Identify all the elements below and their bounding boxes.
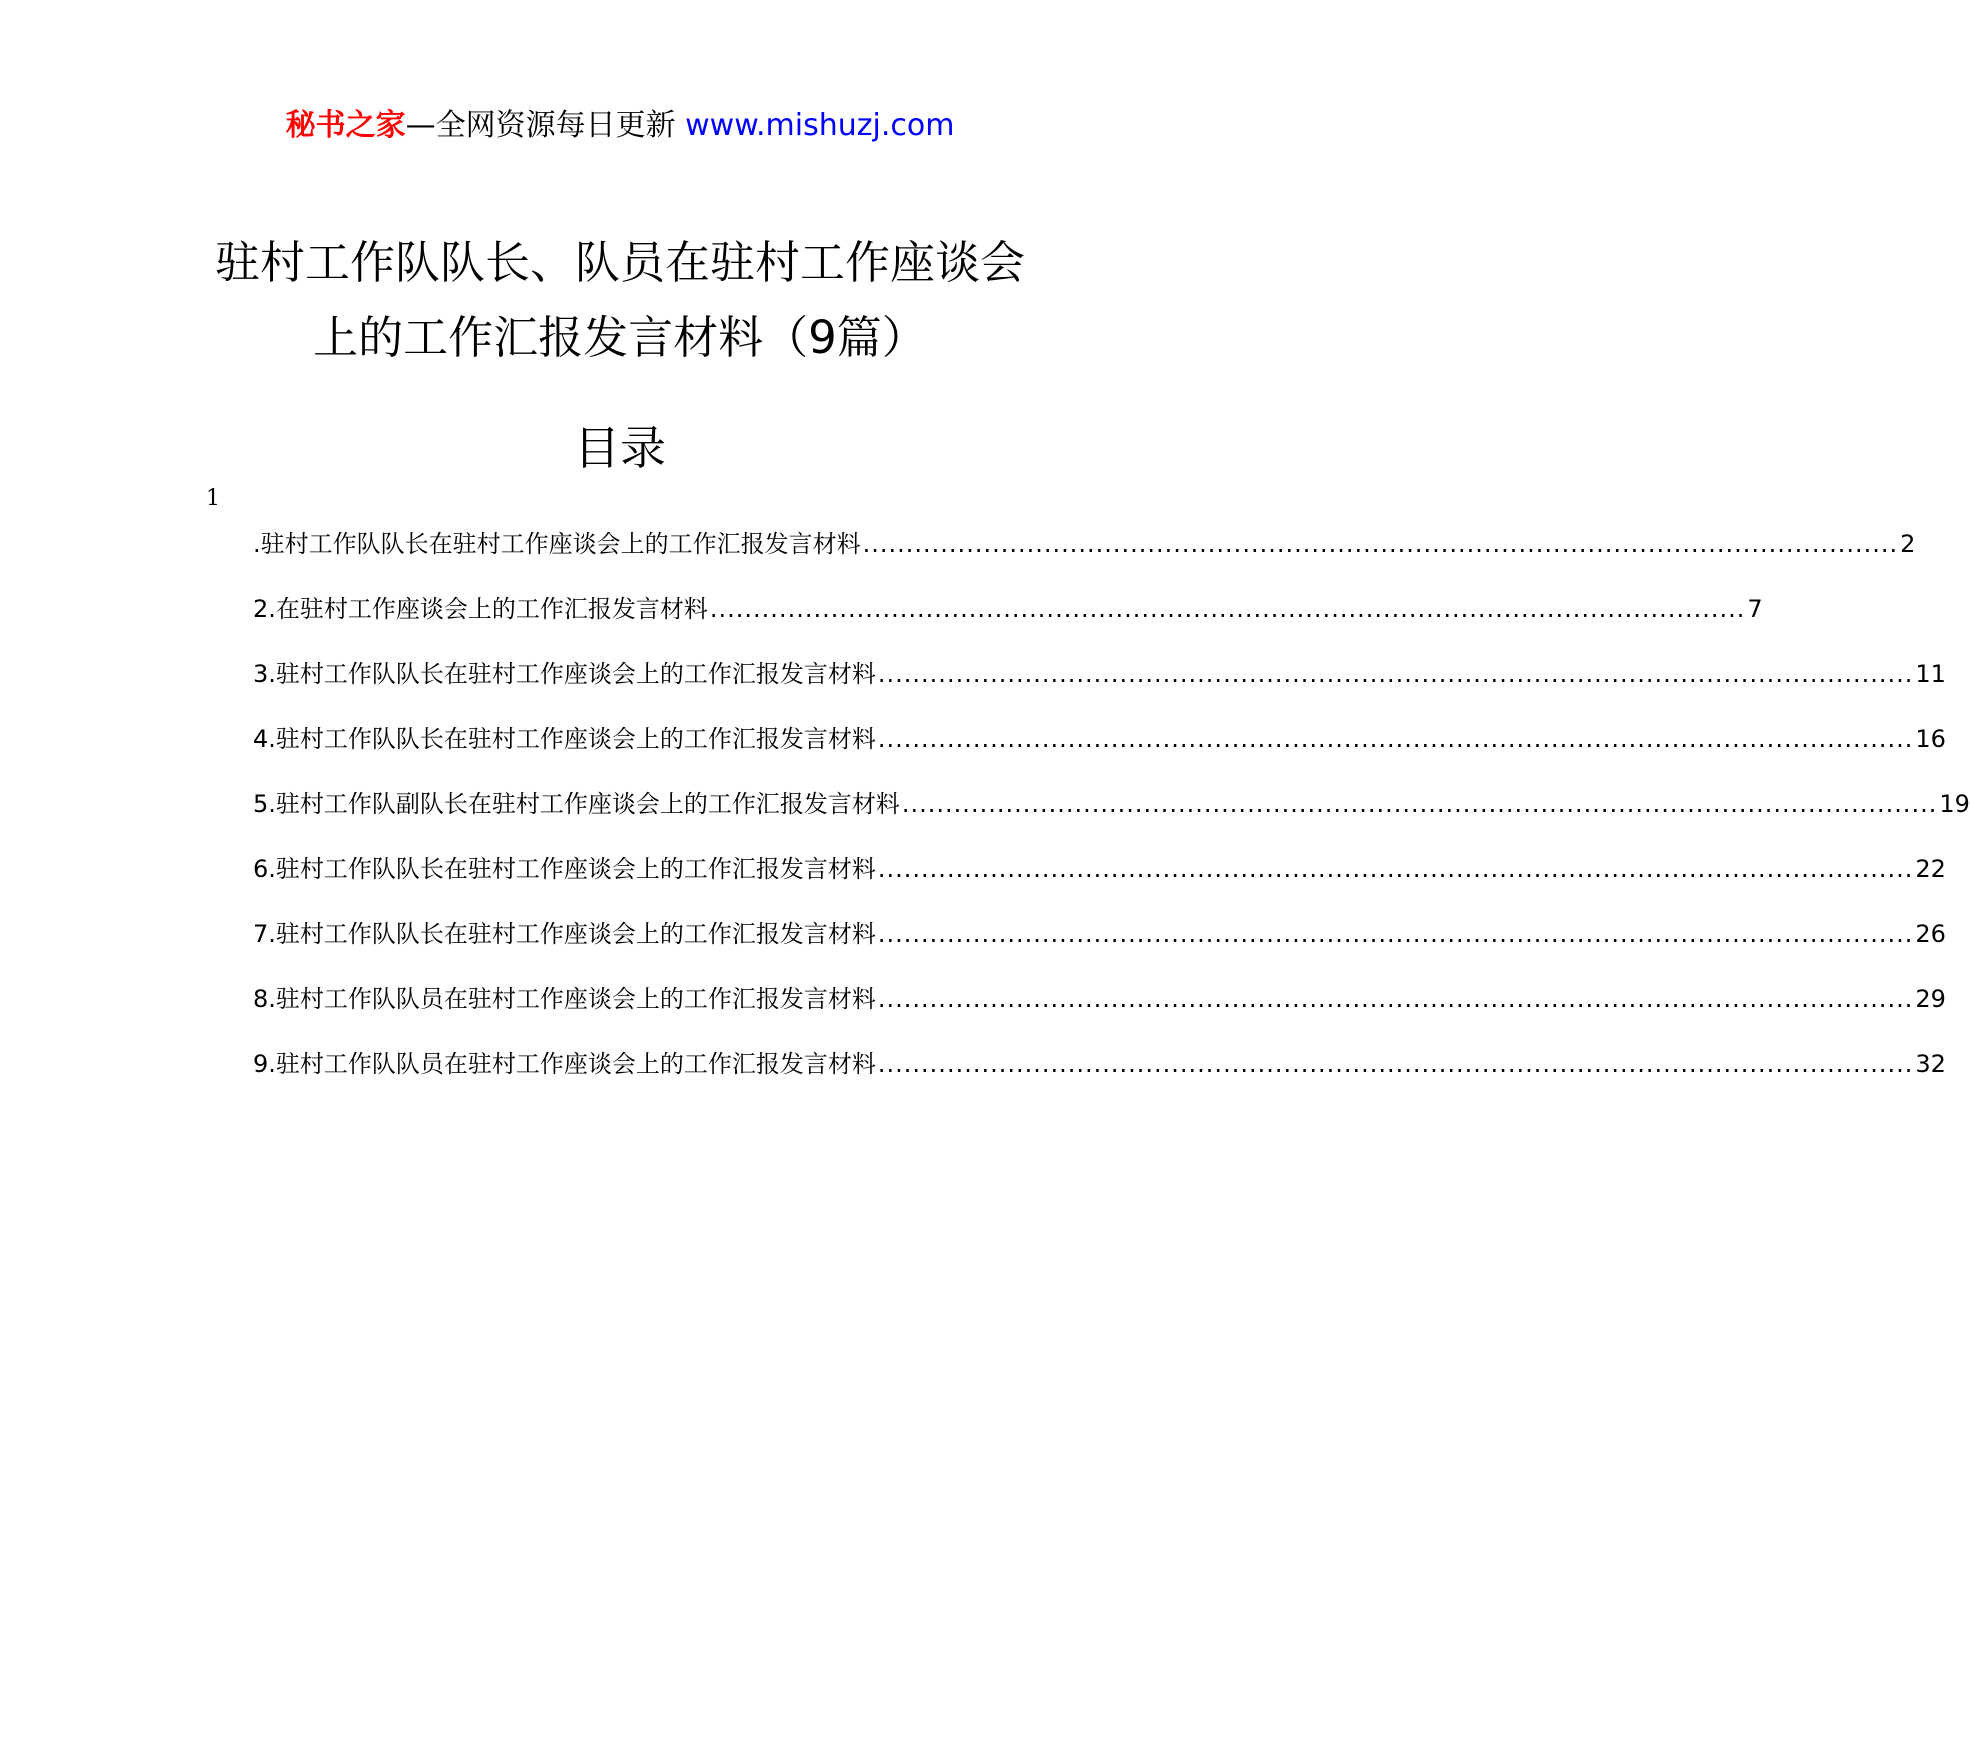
toc-dot-leader: ........................................................................................................................: [877, 725, 1914, 753]
toc-list: [253, 528, 1970, 1113]
toc-item[interactable]: [253, 788, 1970, 853]
toc-item[interactable]: [253, 983, 1946, 1048]
toc-item[interactable]: [253, 593, 1763, 658]
toc-dot-leader: ........................................................................................................................: [862, 530, 1899, 558]
site-header: [0, 104, 1240, 148]
toc-page-number: 16: [1915, 725, 1946, 753]
toc-page-number: 32: [1915, 1050, 1946, 1078]
toc-item-text: 4.驻村工作队队长在驻村工作座谈会上的工作汇报发言材料: [253, 725, 876, 753]
toc-item-text: 2.在驻村工作座谈会上的工作汇报发言材料: [253, 595, 708, 623]
site-url-link[interactable]: www.mishuzj.com: [685, 108, 955, 143]
toc-page-number: 29: [1915, 985, 1946, 1013]
brand-name: 秘书之家: [285, 108, 406, 143]
toc-dot-leader: ........................................................................................................................: [877, 660, 1914, 688]
toc-page-number: 2: [1900, 530, 1916, 558]
document-title-line-2: 上的工作汇报发言材料（9篇）: [313, 311, 927, 364]
toc-page-number: 7: [1747, 595, 1763, 623]
toc-item-text: 8.驻村工作队队员在驻村工作座谈会上的工作汇报发言材料: [253, 985, 876, 1013]
toc-page-number: 11: [1915, 660, 1946, 688]
toc-item-text: 9.驻村工作队队员在驻村工作座谈会上的工作汇报发言材料: [253, 1050, 876, 1078]
toc-item-text: 5.驻村工作队副队长在驻村工作座谈会上的工作汇报发言材料: [253, 790, 900, 818]
toc-dot-leader: ........................................................................................................................: [877, 985, 1914, 1013]
toc-page-number: 19: [1939, 790, 1970, 818]
toc-heading: 目录: [574, 421, 666, 475]
header-tagline: —全网资源每日更新: [405, 108, 676, 143]
toc-item[interactable]: [253, 723, 1946, 788]
toc-page-number: 22: [1915, 855, 1946, 883]
toc-dot-leader: ........................................................................................................................: [877, 1050, 1914, 1078]
toc-item[interactable]: [253, 658, 1946, 723]
toc-page-number: 26: [1915, 920, 1946, 948]
toc-dot-leader: ........................................................................................................................: [901, 790, 1938, 818]
toc-item-text: 7.驻村工作队队长在驻村工作座谈会上的工作汇报发言材料: [253, 920, 876, 948]
toc-item[interactable]: [253, 1048, 1946, 1113]
document-title: [150, 225, 1090, 375]
toc-dot-leader: ........................................................................................................................: [877, 855, 1914, 883]
toc-item[interactable]: [253, 918, 1946, 983]
toc-dot-leader: ........................................................................................................................: [877, 920, 1914, 948]
toc-dot-leader: ........................................................................................................................: [709, 595, 1746, 623]
toc-list-marker: 1: [206, 486, 220, 511]
document-title-line-1: 驻村工作队队长、队员在驻村工作座谈会: [214, 236, 1025, 289]
toc-item-text: 6.驻村工作队队长在驻村工作座谈会上的工作汇报发言材料: [253, 855, 876, 883]
toc-item[interactable]: [253, 853, 1946, 918]
toc-item-text: 3.驻村工作队队长在驻村工作座谈会上的工作汇报发言材料: [253, 660, 876, 688]
toc-item-text: .驻村工作队队长在驻村工作座谈会上的工作汇报发言材料: [253, 530, 861, 558]
toc-item[interactable]: [253, 528, 1916, 593]
